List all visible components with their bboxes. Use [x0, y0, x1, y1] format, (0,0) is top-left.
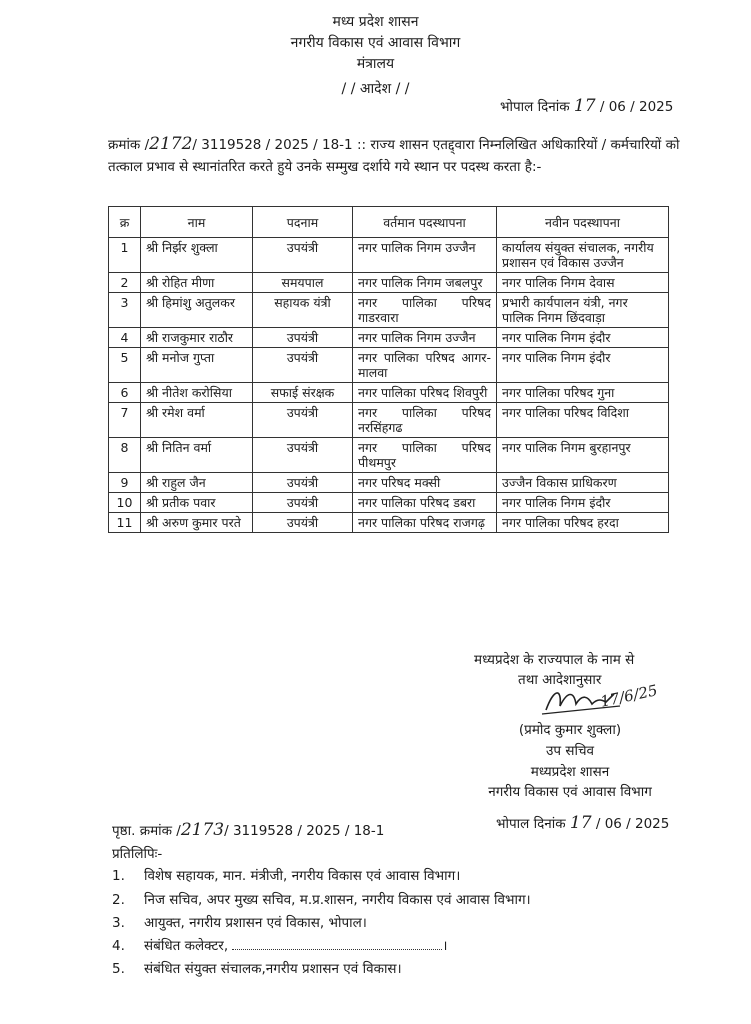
- cell-name: श्री निर्झर शुक्ला: [141, 238, 253, 273]
- signatory-govt: मध्यप्रदेश शासन: [530, 764, 610, 780]
- cell-designation: उपयंत्री: [253, 513, 353, 533]
- cell-new-posting: कार्यालय संयुक्त संचालक, नगरीय प्रशासन एवं विकास उज्जैन: [497, 238, 669, 273]
- copy-item: 4. संबंधित कलेक्टर, ।: [112, 938, 448, 954]
- endorsement-date: [496, 813, 669, 833]
- cell-current-posting: नगर पालिक निगम जबलपुर: [353, 273, 497, 293]
- endorsement-prefix: पृष्ठा. क्रमांक /: [112, 823, 181, 839]
- order-date-label: भोपाल दिनांक: [500, 99, 570, 115]
- cell-serial: 9: [109, 473, 141, 493]
- cell-designation: उपयंत्री: [253, 328, 353, 348]
- cell-serial: 11: [109, 513, 141, 533]
- table-row: [109, 513, 669, 533]
- header-serial: क्र: [109, 207, 141, 238]
- table-row: [109, 273, 669, 293]
- cell-new-posting: नगर पालिका परिषद गुना: [497, 383, 669, 403]
- table-row: [109, 238, 669, 273]
- header-new-posting: नवीन पदस्थापना: [497, 207, 669, 238]
- signatory-dept: नगरीय विकास एवं आवास विभाग: [488, 784, 652, 800]
- copy-item: 1. विशेष सहायक, मान. मंत्रीजी, नगरीय विकास एवं आवास विभाग।: [112, 868, 461, 884]
- header-designation: पदनाम: [253, 207, 353, 238]
- cell-serial: 10: [109, 493, 141, 513]
- cell-current-posting: नगर पालिक निगम उज्जैन: [353, 238, 497, 273]
- header-current-posting: वर्तमान पदस्थापना: [353, 207, 497, 238]
- cell-designation: उपयंत्री: [253, 348, 353, 383]
- cell-current-posting: नगर पालिका परिषद पीथमपुर: [353, 438, 497, 473]
- cell-current-posting: नगर पालिका परिषद नरसिंहगढ: [353, 403, 497, 438]
- order-paragraph: [108, 133, 680, 178]
- cell-name: श्री मनोज गुप्ता: [141, 348, 253, 383]
- order-number-rest: / 3119528 / 2025 / 18-1: [192, 137, 353, 153]
- order-date-day: 17: [573, 96, 596, 116]
- signatory-post: उप सचिव: [545, 743, 595, 759]
- cell-name: श्री रमेश वर्मा: [141, 403, 253, 438]
- copy-label: प्रतिलिपिः-: [112, 846, 163, 862]
- cell-serial: 2: [109, 273, 141, 293]
- signatory-name: (प्रमोद कुमार शुक्ला): [518, 722, 622, 738]
- table-header-row: [109, 207, 669, 238]
- cell-designation: उपयंत्री: [253, 493, 353, 513]
- cell-new-posting: नगर पालिका परिषद हरदा: [497, 513, 669, 533]
- cell-name: श्री हिमांशु अतुलकर: [141, 293, 253, 328]
- cell-designation: उपयंत्री: [253, 438, 353, 473]
- endorsement-date-label: भोपाल दिनांक: [496, 816, 566, 832]
- order-text: :: राज्य शासन एतद्द्वारा निम्नलिखित अधिकारियों / कर्मचारियों को तत्काल प्रभाव से स्थानांतरित करते हुये उनके सम्मुख दर्शाये गये स्थान पर पदस्थ करता है:-: [108, 137, 680, 175]
- cell-serial: 5: [109, 348, 141, 383]
- table-row: [109, 438, 669, 473]
- cell-designation: उपयंत्री: [253, 473, 353, 493]
- order-number-handwritten: 2172: [149, 134, 193, 154]
- endorsement-number-handwritten: 2173: [180, 820, 225, 840]
- table-row: [109, 383, 669, 403]
- table-row: [109, 348, 669, 383]
- endorsement-date-rest: / 06 / 2025: [595, 816, 670, 832]
- cell-current-posting: नगर पालिका परिषद राजगढ़: [353, 513, 497, 533]
- cell-current-posting: नगर पालिक निगम उज्जैन: [353, 328, 497, 348]
- cell-designation: सफाई संरक्षक: [253, 383, 353, 403]
- transfer-table: [108, 206, 669, 533]
- cell-designation: उपयंत्री: [253, 238, 353, 273]
- header-department: नगरीय विकास एवं आवास विभाग: [290, 35, 461, 51]
- cell-name: श्री नीतेश करोसिया: [141, 383, 253, 403]
- cell-new-posting: नगर पालिक निगम इंदौर: [497, 328, 669, 348]
- cell-name: श्री नितिन वर्मा: [141, 438, 253, 473]
- signature-date: 17/6/25: [598, 681, 660, 711]
- cell-new-posting: नगर पालिक निगम बुरहानपुर: [497, 438, 669, 473]
- endorsement-date-day: 17: [569, 813, 592, 833]
- cell-new-posting: उज्जैन विकास प्राधिकरण: [497, 473, 669, 493]
- cell-current-posting: नगर पालिका परिषद आगर-मालवा: [353, 348, 497, 383]
- cell-new-posting: नगर पालिक निगम देवास: [497, 273, 669, 293]
- cell-serial: 7: [109, 403, 141, 438]
- cell-designation: समयपाल: [253, 273, 353, 293]
- cell-serial: 3: [109, 293, 141, 328]
- copy-item: 3. आयुक्त, नगरीय प्रशासन एवं विकास, भोपाल।: [112, 915, 367, 931]
- cell-designation: उपयंत्री: [253, 403, 353, 438]
- cell-current-posting: नगर पालिका परिषद डबरा: [353, 493, 497, 513]
- cell-name: श्री रोहित मीणा: [141, 273, 253, 293]
- copy-item: 2. निज सचिव, अपर मुख्य सचिव, म.प्र.शासन, नगरीय विकास एवं आवास विभाग।: [112, 892, 531, 908]
- header-name: नाम: [141, 207, 253, 238]
- cell-serial: 1: [109, 238, 141, 273]
- table-row: [109, 493, 669, 513]
- cell-name: श्री राजकुमार राठौर: [141, 328, 253, 348]
- order-title: / / आदेश / /: [341, 81, 410, 97]
- copy-item: 5. संबंधित संयुक्त संचालक,नगरीय प्रशासन एवं विकास।: [112, 961, 402, 977]
- header-government: मध्य प्रदेश शासन: [332, 14, 419, 30]
- endorsement-number: [112, 820, 384, 840]
- cell-serial: 4: [109, 328, 141, 348]
- order-number-prefix: क्रमांक /: [108, 137, 150, 153]
- cell-serial: 6: [109, 383, 141, 403]
- endorsement-number-rest: / 3119528 / 2025 / 18-1: [224, 823, 385, 839]
- cell-name: श्री अरुण कुमार परते: [141, 513, 253, 533]
- cell-designation: सहायक यंत्री: [253, 293, 353, 328]
- cell-name: श्री राहुल जैन: [141, 473, 253, 493]
- blank-line: [232, 939, 442, 950]
- cell-current-posting: नगर पालिका परिषद गाडरवारा: [353, 293, 497, 328]
- cell-name: श्री प्रतीक पवार: [141, 493, 253, 513]
- cell-serial: 8: [109, 438, 141, 473]
- cell-new-posting: नगर पालिक निगम इंदौर: [497, 348, 669, 383]
- order-date: [500, 96, 673, 116]
- table-row: [109, 403, 669, 438]
- table-row: [109, 473, 669, 493]
- cell-new-posting: नगर पालिका परिषद विदिशा: [497, 403, 669, 438]
- header-ministry: मंत्रालय: [356, 56, 395, 72]
- cell-current-posting: नगर पालिका परिषद शिवपुरी: [353, 383, 497, 403]
- order-date-rest: / 06 / 2025: [599, 99, 674, 115]
- cell-new-posting: प्रभारी कार्यपालन यंत्री, नगर पालिक निगम छिंदवाड़ा: [497, 293, 669, 328]
- cell-current-posting: नगर परिषद मक्सी: [353, 473, 497, 493]
- authority-line-2: तथा आदेशानुसार: [518, 672, 602, 688]
- cell-new-posting: नगर पालिक निगम इंदौर: [497, 493, 669, 513]
- authority-line-1: मध्यप्रदेश के राज्यपाल के नाम से: [474, 652, 635, 668]
- table-row: [109, 328, 669, 348]
- table-row: [109, 293, 669, 328]
